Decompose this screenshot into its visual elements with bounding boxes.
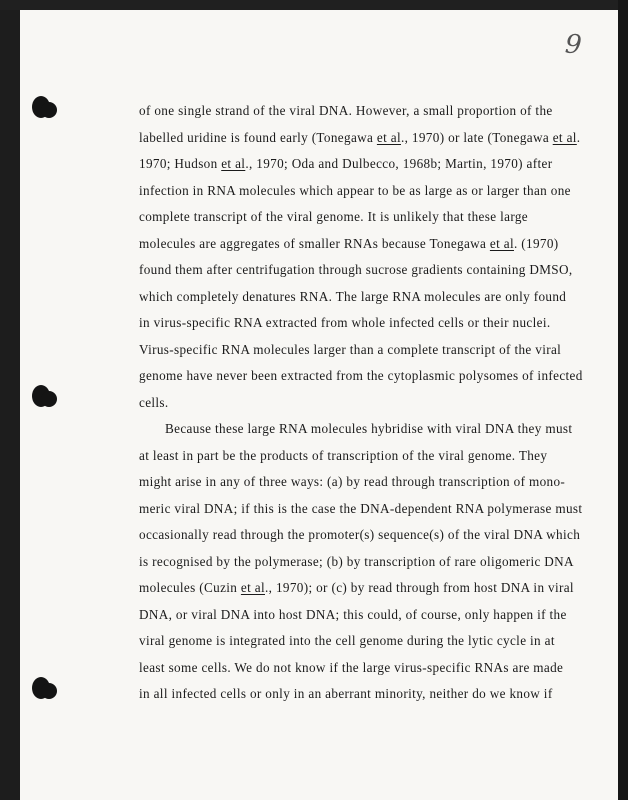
text-run: meric viral DNA; if this is the case the DNA-dependent RNA polymerase must: [139, 500, 583, 516]
text-line: [139, 607, 601, 623]
text-line: [139, 368, 601, 384]
punch-hole-top: [32, 96, 50, 118]
text-line: [139, 156, 601, 172]
text-line: [165, 421, 601, 437]
scan-right-border: [618, 0, 628, 800]
text-run: in all infected cells or only in an aberrant minority, neither do we know if: [139, 686, 553, 701]
text-run: molecules (Cuzin: [139, 580, 241, 595]
text-run: Virus-specific RNA molecules larger than a complete transcript of the viral: [139, 341, 562, 357]
text-line: [139, 103, 601, 119]
text-run: .: [576, 129, 581, 145]
text-line: [139, 209, 601, 225]
text-run: at least in part be the products of transcription of the viral genome. They: [139, 447, 548, 463]
text-run: labelled uridine is found early (Tonegawa: [139, 129, 377, 145]
scan-top-border: [0, 0, 628, 10]
text-run: ., 1970); or (c) by read through from host DNA in viral: [265, 580, 574, 595]
text-run: in virus-specific RNA extracted from whole infected cells or their nuclei.: [139, 315, 551, 330]
text-line: [139, 315, 601, 331]
text-line: [139, 527, 601, 543]
text-run: might arise in any of three ways: (a) by read through transcription of mono-: [139, 474, 566, 489]
text-line: [139, 342, 601, 358]
text-run: genome have never been extracted from the cytoplasmic polysomes of infected: [139, 368, 583, 383]
underlined-citation: et al: [552, 129, 577, 145]
text-run: of one single strand of the viral DNA. However, a small proportion of the: [139, 103, 553, 118]
underlined-citation: et al: [240, 580, 265, 595]
text-line: [139, 236, 601, 252]
underlined-citation: et al: [376, 129, 401, 145]
text-line: [139, 448, 601, 464]
text-run: infection in RNA molecules which appear to be as large as or larger than one: [139, 182, 571, 198]
punch-hole-bottom: [32, 677, 50, 699]
text-run: which completely denatures RNA. The large RNA molecules are only found: [139, 288, 567, 304]
underlined-citation: et al: [221, 156, 246, 171]
text-line: [139, 289, 601, 305]
text-run: occasionally read through the promoter(s) sequence(s) of the viral DNA which: [139, 527, 581, 542]
text-run: ., 1970) or late (Tonegawa: [400, 129, 553, 145]
text-line: [139, 686, 601, 702]
text-line: [139, 580, 601, 596]
text-line: [139, 183, 601, 199]
text-run: DNA, or viral DNA into host DNA; this could, of course, only happen if the: [139, 606, 567, 622]
underlined-citation: et al: [489, 235, 514, 251]
punch-hole-middle: [32, 385, 50, 407]
text-run: . (1970): [513, 235, 559, 251]
text-run: 1970; Hudson: [139, 156, 222, 171]
text-line: [139, 474, 601, 490]
text-run: viral genome is integrated into the cell genome during the lytic cycle in at: [139, 633, 555, 648]
text-run: complete transcript of the viral genome. It is unlikely that these large: [139, 209, 528, 224]
text-run: least some cells. We do not know if the large virus-specific RNAs are made: [139, 659, 564, 675]
text-run: cells.: [139, 394, 169, 410]
text-line: [139, 501, 601, 517]
text-run: ., 1970; Oda and Dulbecco, 1968b; Martin, 1970) after: [245, 156, 553, 171]
text-run: found them after centrifugation through sucrose gradients containing DMSO,: [139, 262, 573, 277]
text-run: molecules are aggregates of smaller RNAs because Tonegawa: [139, 235, 490, 251]
text-line: [139, 660, 601, 676]
text-line: [139, 554, 601, 570]
text-line: [139, 395, 601, 411]
text-line: [139, 262, 601, 278]
text-run: is recognised by the polymerase; (b) by transcription of rare oligomeric DNA: [139, 553, 574, 569]
page-number: 9: [563, 29, 583, 61]
text-line: [139, 130, 601, 146]
text-run: Because these large RNA molecules hybridise with viral DNA they must: [165, 421, 573, 436]
text-line: [139, 633, 601, 649]
